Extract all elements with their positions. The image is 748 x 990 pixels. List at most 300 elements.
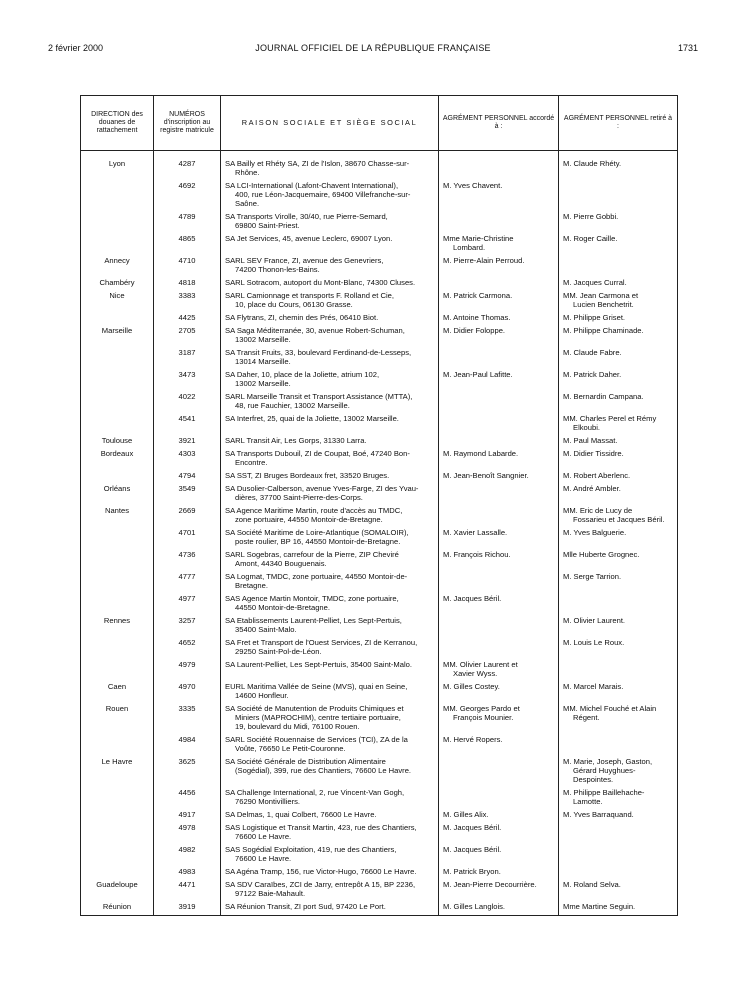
table-row: [81, 843, 678, 865]
table-row: [81, 592, 678, 614]
agrement-accorde-cell: [439, 311, 559, 324]
raison-sociale-line: dières, 37700 Saint-Pierre-des-Corps.: [235, 493, 363, 502]
numero-cell: [154, 636, 221, 658]
direction-cell: [81, 865, 154, 878]
agrement-retire-line: MM. Eric de Lucy de: [563, 506, 633, 515]
numero-cell: [154, 865, 221, 878]
raison-sociale-cell: [221, 434, 439, 447]
direction-value: Bordeaux: [100, 449, 134, 458]
agrement-accorde-cell: [439, 434, 559, 447]
agrement-accorde-cell: [439, 412, 559, 434]
raison-sociale-line: SARL SEV France, ZI, avenue des Genevriers,: [225, 256, 384, 265]
table-row: [81, 482, 678, 504]
agrement-accorde-cell: [439, 276, 559, 289]
raison-sociale-line: SA SST, ZI Bruges Bordeaux fret, 33520 Bruges.: [225, 471, 390, 480]
agrement-accorde-cell: [439, 843, 559, 865]
numero-cell: [154, 504, 221, 526]
raison-sociale-line: 76290 Montivilliers.: [235, 797, 300, 806]
raison-sociale-line: SA Transports Dubouil, ZI de Coupat, Boé, 47240 Bon-: [225, 449, 410, 458]
agrement-retire-line: M. Pierre Gobbi.: [563, 212, 619, 221]
direction-value: Nice: [109, 291, 125, 300]
raison-sociale-cell: [221, 179, 439, 210]
agrement-accorde-cell: [439, 289, 559, 311]
numero-value: 4710: [178, 256, 196, 265]
agrement-retire-cell: [559, 254, 678, 276]
agrement-accorde-cell: [439, 254, 559, 276]
agrement-accorde-line: M. Jacques Béril.: [443, 823, 502, 832]
agrement-retire-line: Mme Martine Seguin.: [563, 902, 636, 911]
agrement-accorde-line: MM. Georges Pardo et: [443, 704, 520, 713]
agrement-retire-cell: [559, 570, 678, 592]
agrement-retire-cell: [559, 821, 678, 843]
raison-sociale-line: SARL Sotracom, autoport du Mont-Blanc, 74300 Cluses.: [225, 278, 416, 287]
numero-value: 4979: [178, 660, 196, 669]
numero-value: 3625: [178, 757, 196, 766]
raison-sociale-cell: [221, 733, 439, 755]
direction-value: Toulouse: [101, 436, 133, 445]
numero-value: 2669: [178, 506, 196, 515]
agrement-accorde-line: M. François Richou.: [443, 550, 511, 559]
table-row: [81, 755, 678, 786]
numero-value: 4982: [178, 845, 196, 854]
agrement-accorde-cell: [439, 865, 559, 878]
agrement-accorde-line: M. Xavier Lassalle.: [443, 528, 508, 537]
registry-table: [80, 95, 678, 916]
raison-sociale-cell: [221, 276, 439, 289]
raison-sociale-line: poste roulier, BP 16, 44550 Montoir-de-Bretagne.: [235, 537, 401, 546]
table-row: [81, 878, 678, 900]
table-row: [81, 680, 678, 702]
numero-cell: [154, 808, 221, 821]
direction-cell: [81, 821, 154, 843]
direction-value: Caen: [107, 682, 127, 691]
agrement-retire-cell: [559, 504, 678, 526]
numero-value: 4736: [178, 550, 196, 559]
raison-sociale-line: SA Société Générale de Distribution Alimentaire: [225, 757, 386, 766]
direction-cell: [81, 570, 154, 592]
direction-cell: [81, 636, 154, 658]
agrement-accorde-cell: [439, 821, 559, 843]
raison-sociale-line: SA Transit Fruits, 33, boulevard Ferdinand-de-Lesseps,: [225, 348, 412, 357]
agrement-retire-cell: [559, 412, 678, 434]
raison-sociale-cell: [221, 548, 439, 570]
direction-cell: [81, 614, 154, 636]
raison-sociale-line: SA Société de Manutention de Produits Chimiques et: [225, 704, 404, 713]
agrement-retire-cell: [559, 592, 678, 614]
agrement-accorde-line: Lombard.: [453, 243, 486, 252]
raison-sociale-cell: [221, 592, 439, 614]
agrement-retire-cell: [559, 808, 678, 821]
table-row: [81, 808, 678, 821]
agrement-retire-line: M. Marcel Marais.: [563, 682, 624, 691]
numero-value: 2705: [178, 326, 196, 335]
numero-cell: [154, 324, 221, 346]
raison-sociale-line: SAS Agence Martin Montoir, TMDC, zone portuaire,: [225, 594, 399, 603]
agrement-accorde-line: Xavier Wyss.: [453, 669, 498, 678]
raison-sociale-cell: [221, 482, 439, 504]
table-row: [81, 324, 678, 346]
numero-cell: [154, 702, 221, 733]
raison-sociale-cell: [221, 210, 439, 232]
raison-sociale-line: SA Logmat, TMDC, zone portuaire, 44550 Montoir-de-: [225, 572, 408, 581]
agrement-retire-line: MM. Charles Perel et Rémy: [563, 414, 657, 423]
numero-cell: [154, 786, 221, 808]
agrement-accorde-cell: [439, 390, 559, 412]
numero-cell: [154, 447, 221, 469]
numero-value: 4977: [178, 594, 196, 603]
agrement-retire-cell: [559, 151, 678, 180]
agrement-retire-cell: [559, 482, 678, 504]
table-row: [81, 900, 678, 916]
raison-sociale-line: SA Etablissements Laurent-Pelliet, Les Sept-Pertuis,: [225, 616, 402, 625]
agrement-retire-line: MM. Jean Carmona et: [563, 291, 639, 300]
direction-cell: [81, 733, 154, 755]
agrement-retire-cell: [559, 179, 678, 210]
column-header-numero: NUMÉROS d'inscription au registre matricule: [154, 96, 221, 151]
agrement-retire-line: Gérard Huyghues-: [573, 766, 636, 775]
numero-value: 3921: [178, 436, 196, 445]
table-row: [81, 526, 678, 548]
direction-cell: [81, 254, 154, 276]
raison-sociale-cell: [221, 311, 439, 324]
agrement-accorde-line: M. Yves Chavent.: [443, 181, 503, 190]
numero-value: 4865: [178, 234, 196, 243]
numero-value: 3549: [178, 484, 196, 493]
agrement-accorde-line: M. Jacques Béril.: [443, 845, 502, 854]
agrement-retire-line: Despointes.: [573, 775, 614, 784]
raison-sociale-line: (Sogédial), 399, rue des Chantiers, 76600 Le Havre.: [235, 766, 412, 775]
numero-value: 3257: [178, 616, 196, 625]
numero-value: 4917: [178, 810, 196, 819]
agrement-accorde-cell: [439, 151, 559, 180]
agrement-accorde-cell: [439, 548, 559, 570]
agrement-retire-cell: [559, 210, 678, 232]
raison-sociale-line: SAS Sogédial Exploitation, 419, rue des Chantiers,: [225, 845, 397, 854]
numero-cell: [154, 592, 221, 614]
agrement-retire-cell: [559, 548, 678, 570]
numero-cell: [154, 412, 221, 434]
agrement-retire-cell: [559, 368, 678, 390]
agrement-accorde-cell: [439, 232, 559, 254]
agrement-accorde-cell: [439, 658, 559, 680]
agrement-accorde-cell: [439, 808, 559, 821]
numero-value: 4425: [178, 313, 196, 322]
agrement-retire-cell: [559, 636, 678, 658]
table-row: [81, 151, 678, 180]
agrement-accorde-cell: [439, 592, 559, 614]
numero-cell: [154, 614, 221, 636]
agrement-accorde-cell: [439, 614, 559, 636]
raison-sociale-line: SA Interfret, 25, quai de la Joliette, 13002 Marseille.: [225, 414, 399, 423]
numero-value: 4022: [178, 392, 196, 401]
agrement-retire-line: Elkoubi.: [573, 423, 601, 432]
agrement-retire-line: M. Claude Rhéty.: [563, 159, 622, 168]
column-header-agrement-retire: AGRÉMENT PERSONNEL retiré à :: [559, 96, 678, 151]
raison-sociale-line: SA Transports Virolle, 30/40, rue Pierre-Semard,: [225, 212, 388, 221]
raison-sociale-line: SA Bailly et Rhéty SA, ZI de l'Islon, 38670 Chasse-sur-: [225, 159, 410, 168]
numero-value: 3335: [178, 704, 196, 713]
raison-sociale-cell: [221, 346, 439, 368]
table-row: [81, 636, 678, 658]
raison-sociale-line: SA Réunion Transit, ZI port Sud, 97420 Le Port.: [225, 902, 386, 911]
numero-value: 4794: [178, 471, 196, 480]
raison-sociale-line: Amont, 44340 Bouguenais.: [235, 559, 327, 568]
agrement-retire-line: M. Marie, Joseph, Gaston,: [563, 757, 653, 766]
raison-sociale-line: 29250 Saint-Pol-de-Léon.: [235, 647, 322, 656]
agrement-retire-cell: [559, 786, 678, 808]
direction-cell: [81, 504, 154, 526]
numero-value: 4692: [178, 181, 196, 190]
numero-cell: [154, 548, 221, 570]
table-row: [81, 469, 678, 482]
agrement-accorde-cell: [439, 755, 559, 786]
numero-cell: [154, 878, 221, 900]
direction-cell: [81, 592, 154, 614]
direction-cell: [81, 412, 154, 434]
raison-sociale-cell: [221, 412, 439, 434]
numero-cell: [154, 434, 221, 447]
direction-cell: [81, 680, 154, 702]
direction-cell: [81, 900, 154, 916]
raison-sociale-cell: [221, 786, 439, 808]
agrement-accorde-line: M. Raymond Labarde.: [443, 449, 519, 458]
numero-value: 4777: [178, 572, 196, 581]
agrement-retire-line: M. Bernardin Campana.: [563, 392, 644, 401]
raison-sociale-line: 74200 Thonon-les-Bains.: [235, 265, 320, 274]
agrement-retire-line: M. Yves Balguerie.: [563, 528, 627, 537]
raison-sociale-cell: [221, 254, 439, 276]
direction-cell: [81, 289, 154, 311]
direction-cell: [81, 469, 154, 482]
direction-cell: [81, 482, 154, 504]
raison-sociale-cell: [221, 865, 439, 878]
raison-sociale-cell: [221, 232, 439, 254]
raison-sociale-cell: [221, 658, 439, 680]
table-row: [81, 702, 678, 733]
raison-sociale-line: SA Laurent-Pelliet, Les Sept-Pertuis, 35400 Saint-Malo.: [225, 660, 412, 669]
direction-cell: [81, 808, 154, 821]
numero-cell: [154, 179, 221, 210]
direction-value: Guadeloupe: [96, 880, 138, 889]
raison-sociale-cell: [221, 614, 439, 636]
table-row: [81, 390, 678, 412]
raison-sociale-line: 400, rue Léon-Jacquemaire, 69400 Villefranche-sur-: [235, 190, 411, 199]
raison-sociale-line: EURL Maritima Vallée de Seine (MVS), quai en Seine,: [225, 682, 408, 691]
raison-sociale-cell: [221, 821, 439, 843]
numero-cell: [154, 843, 221, 865]
agrement-accorde-line: M. Gilles Costey.: [443, 682, 500, 691]
direction-cell: [81, 786, 154, 808]
numero-cell: [154, 733, 221, 755]
raison-sociale-line: Miniers (MAPROCHIM), centre tertiaire portuaire,: [235, 713, 401, 722]
direction-cell: [81, 447, 154, 469]
agrement-retire-line: Lamotte.: [573, 797, 603, 806]
numero-cell: [154, 755, 221, 786]
direction-cell: [81, 179, 154, 210]
direction-cell: [81, 368, 154, 390]
table-header-row: [81, 96, 678, 151]
table-row: [81, 289, 678, 311]
raison-sociale-line: Saône.: [235, 199, 260, 208]
agrement-accorde-line: François Mounier.: [453, 713, 514, 722]
agrement-retire-line: Lucien Benchetrit.: [573, 300, 634, 309]
direction-cell: [81, 702, 154, 733]
direction-cell: [81, 548, 154, 570]
direction-value: Chambéry: [99, 278, 135, 287]
raison-sociale-cell: [221, 702, 439, 733]
agrement-retire-line: M. Serge Tarrion.: [563, 572, 622, 581]
raison-sociale-line: SA Fret et Transport de l'Ouest Services, ZI de Kerranou,: [225, 638, 418, 647]
numero-cell: [154, 469, 221, 482]
agrement-retire-line: M. Roland Selva.: [563, 880, 621, 889]
agrement-retire-cell: [559, 865, 678, 878]
agrement-retire-line: M. Paul Massat.: [563, 436, 618, 445]
agrement-retire-line: M. Olivier Laurent.: [563, 616, 626, 625]
direction-cell: [81, 324, 154, 346]
raison-sociale-cell: [221, 900, 439, 916]
raison-sociale-line: Voûte, 76650 Le Petit-Couronne.: [235, 744, 346, 753]
direction-cell: [81, 311, 154, 324]
table-row: [81, 434, 678, 447]
direction-cell: [81, 390, 154, 412]
agrement-accorde-line: M. Pierre-Alain Perroud.: [443, 256, 525, 265]
raison-sociale-cell: [221, 526, 439, 548]
agrement-accorde-cell: [439, 368, 559, 390]
column-header-agrement-accorde: AGRÉMENT PERSONNEL accordé à :: [439, 96, 559, 151]
agrement-accorde-cell: [439, 878, 559, 900]
agrement-accorde-cell: [439, 324, 559, 346]
direction-value: Annecy: [104, 256, 130, 265]
table-body: [81, 151, 678, 916]
agrement-retire-cell: [559, 526, 678, 548]
raison-sociale-line: zone portuaire, 44550 Montoir-de-Bretagne.: [235, 515, 383, 524]
agrement-retire-cell: [559, 680, 678, 702]
agrement-retire-cell: [559, 232, 678, 254]
numero-cell: [154, 151, 221, 180]
page-header: [48, 43, 698, 57]
agrement-accorde-cell: [439, 733, 559, 755]
raison-sociale-cell: [221, 469, 439, 482]
numero-cell: [154, 482, 221, 504]
table-row: [81, 447, 678, 469]
numero-value: 3919: [178, 902, 196, 911]
agrement-retire-cell: [559, 469, 678, 482]
agrement-retire-cell: [559, 614, 678, 636]
agrement-retire-line: M. Jacques Curral.: [563, 278, 627, 287]
agrement-accorde-line: Mme Marie-Christine: [443, 234, 514, 243]
direction-cell: [81, 843, 154, 865]
numero-value: 4970: [178, 682, 196, 691]
agrement-retire-cell: [559, 311, 678, 324]
agrement-retire-line: M. Roger Caille.: [563, 234, 618, 243]
raison-sociale-line: SA Agéna Tramp, 156, rue Victor-Hugo, 76600 Le Havre.: [225, 867, 417, 876]
agrement-retire-cell: [559, 702, 678, 733]
direction-value: Nantes: [104, 506, 130, 515]
agrement-retire-cell: [559, 434, 678, 447]
raison-sociale-line: 76600 Le Havre.: [235, 832, 292, 841]
agrement-accorde-line: M. Jean-Paul Lafitte.: [443, 370, 513, 379]
raison-sociale-line: SAS Logistique et Transit Martin, 423, rue des Chantiers,: [225, 823, 417, 832]
numero-cell: [154, 232, 221, 254]
table-row: [81, 504, 678, 526]
agrement-retire-line: Mlle Huberte Grognec.: [563, 550, 640, 559]
raison-sociale-line: SA Flytrans, ZI, chemin des Prés, 06410 Biot.: [225, 313, 379, 322]
raison-sociale-cell: [221, 368, 439, 390]
raison-sociale-line: SA Jet Services, 45, avenue Leclerc, 69007 Lyon.: [225, 234, 393, 243]
raison-sociale-line: SA Challenge International, 2, rue Vincent-Van Gogh,: [225, 788, 405, 797]
numero-value: 4652: [178, 638, 196, 647]
raison-sociale-line: SA Daher, 10, place de la Joliette, atrium 102,: [225, 370, 380, 379]
agrement-retire-cell: [559, 346, 678, 368]
numero-value: 4789: [178, 212, 196, 221]
raison-sociale-cell: [221, 878, 439, 900]
raison-sociale-cell: [221, 680, 439, 702]
agrement-retire-cell: [559, 900, 678, 916]
raison-sociale-line: SA Société Maritime de Loire-Atlantique (SOMALOIR),: [225, 528, 409, 537]
raison-sociale-line: 69800 Saint-Priest.: [235, 221, 300, 230]
numero-value: 4701: [178, 528, 196, 537]
numero-cell: [154, 289, 221, 311]
raison-sociale-cell: [221, 636, 439, 658]
numero-cell: [154, 390, 221, 412]
agrement-retire-line: M. Yves Barraquand.: [563, 810, 634, 819]
agrement-retire-line: M. Claude Fabre.: [563, 348, 622, 357]
raison-sociale-cell: [221, 570, 439, 592]
agrement-accorde-cell: [439, 702, 559, 733]
agrement-accorde-line: M. Jean-Pierre Decourrière.: [443, 880, 537, 889]
table-row: [81, 733, 678, 755]
agrement-retire-cell: [559, 755, 678, 786]
numero-cell: [154, 276, 221, 289]
agrement-accorde-cell: [439, 636, 559, 658]
direction-cell: [81, 434, 154, 447]
agrement-retire-cell: [559, 733, 678, 755]
raison-sociale-line: 44550 Montoir-de-Bretagne.: [235, 603, 330, 612]
table-row: [81, 179, 678, 210]
numero-cell: [154, 658, 221, 680]
agrement-accorde-cell: [439, 900, 559, 916]
table-row: [81, 210, 678, 232]
raison-sociale-line: SARL Marseille Transit et Transport Assistance (MTTA),: [225, 392, 413, 401]
agrement-accorde-cell: [439, 504, 559, 526]
numero-cell: [154, 368, 221, 390]
column-header-direction: DIRECTION des douanes de rattachement: [81, 96, 154, 151]
direction-value: Le Havre: [101, 757, 133, 766]
direction-cell: [81, 878, 154, 900]
table-row: [81, 614, 678, 636]
agrement-accorde-cell: [439, 210, 559, 232]
agrement-accorde-cell: [439, 570, 559, 592]
raison-sociale-cell: [221, 447, 439, 469]
raison-sociale-line: Rhône.: [235, 168, 260, 177]
raison-sociale-line: 97122 Baie-Mahault.: [235, 889, 306, 898]
agrement-retire-line: MM. Michel Fouché et Alain: [563, 704, 657, 713]
raison-sociale-line: SA Agence Maritime Martin, route d'accès au TMDC,: [225, 506, 403, 515]
agrement-accorde-line: M. Gilles Alix.: [443, 810, 489, 819]
agrement-accorde-line: M. Patrick Bryon.: [443, 867, 501, 876]
agrement-retire-line: M. Philippe Griset.: [563, 313, 626, 322]
raison-sociale-cell: [221, 151, 439, 180]
table-row: [81, 254, 678, 276]
agrement-retire-line: M. Philippe Chaminade.: [563, 326, 644, 335]
numero-value: 4456: [178, 788, 196, 797]
direction-cell: [81, 232, 154, 254]
column-header-raison-sociale: RAISON SOCIALE ET SIÈGE SOCIAL: [221, 96, 439, 151]
raison-sociale-cell: [221, 808, 439, 821]
raison-sociale-line: SA Delmas, 1, quai Colbert, 76600 Le Havre.: [225, 810, 377, 819]
raison-sociale-cell: [221, 843, 439, 865]
numero-value: 4984: [178, 735, 196, 744]
